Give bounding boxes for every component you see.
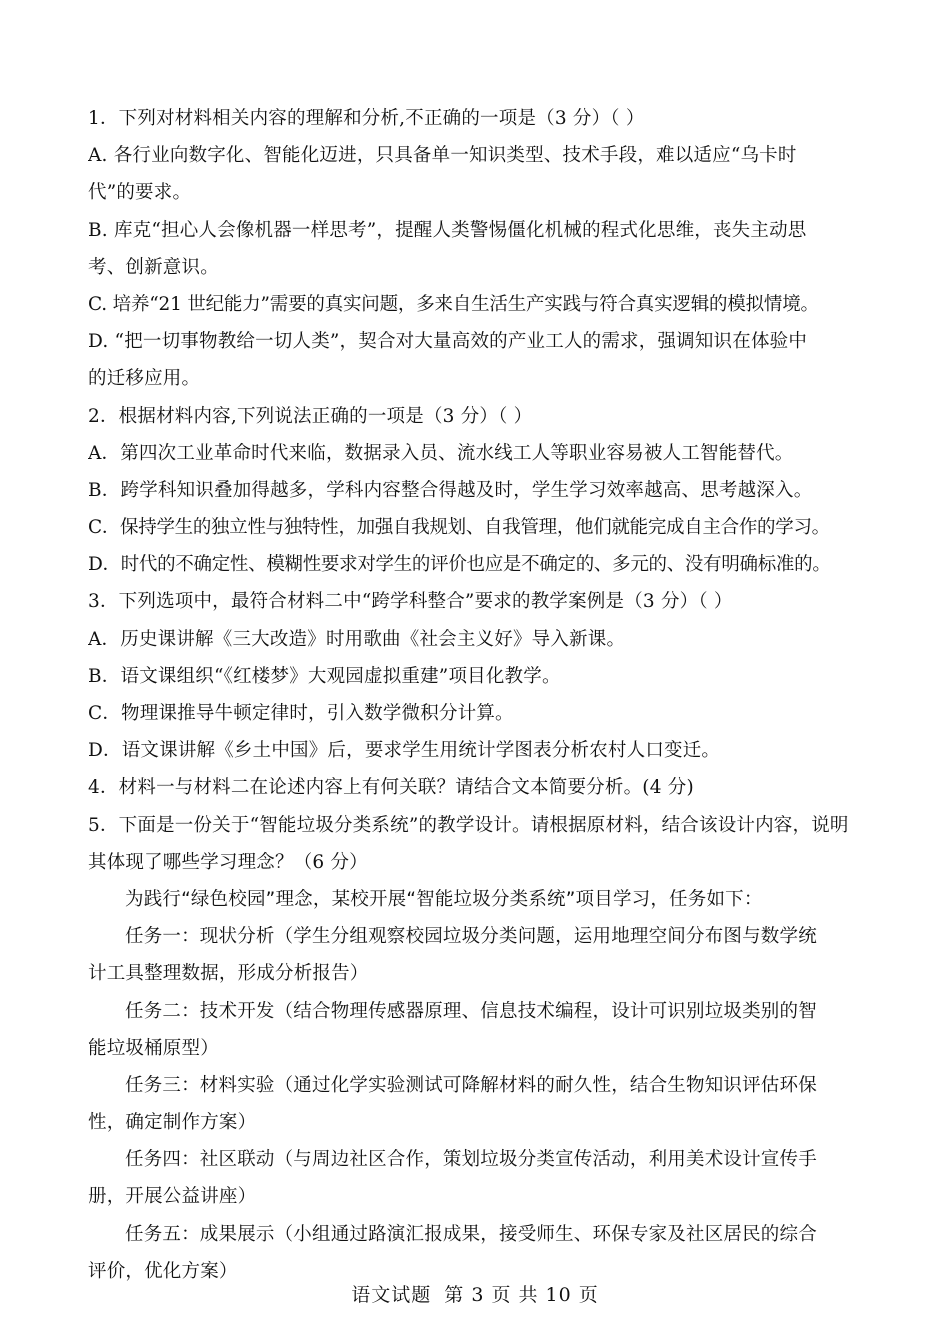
task-4-continued: 册，开展公益讲座） [88, 1186, 257, 1208]
question-2-stem: 2．根据材料内容,下列说法正确的一项是（3 分）（ ） [88, 405, 533, 427]
task-2-continued: 能垃圾桶原型） [88, 1037, 219, 1059]
task-1: 任务一：现状分析（学生分组观察校园垃圾分类问题，运用地理空间分布图与数学统 [125, 926, 817, 948]
question-3-option-c: C．物理课推导牛顿定律时，引入数学微积分计算。 [88, 703, 514, 724]
question-2-option-b: B．跨学科知识叠加得越多，学科内容整合得越及时，学生学习效率越高、思考越深入。 [88, 479, 813, 501]
task-5: 任务五：成果展示（小组通过路演汇报成果，接受师生、环保专家及社区居民的综合 [125, 1223, 817, 1245]
question-1-option-a: A. 各行业向数字化、智能化迈进，只具备单一知识类型、技术手段，难以适应“乌卡时 [88, 145, 797, 167]
task-2: 任务二：技术开发（结合物理传感器原理、信息技术编程，设计可识别垃圾类别的智 [125, 1000, 817, 1022]
page-footer [0, 1280, 950, 1310]
task-3: 任务三：材料实验（通过化学实验测试可降解材料的耐久性，结合生物知识评估环保 [125, 1074, 817, 1096]
question-1-option-b-continued: 考、创新意识。 [88, 256, 219, 278]
question-1-stem: 1．下列对材料相关内容的理解和分析,不正确的一项是（3 分）（ ） [88, 108, 645, 129]
task-1-continued: 计工具整理数据，形成分析报告） [88, 963, 369, 985]
question-5-stem-continued: 其体现了哪些学习理念？（6 分） [88, 851, 368, 873]
question-2-option-c: C．保持学生的独立性与独特性，加强自我规划、自我管理，他们就能完成自主合作的学习。 [88, 517, 830, 539]
question-3-option-a: A．历史课讲解《三大改造》时用歌曲《社会主义好》导入新课。 [88, 628, 626, 650]
question-1-option-d-continued: 的迁移应用。 [88, 368, 201, 390]
question-5-stem: 5．下面是一份关于“智能垃圾分类系统”的教学设计。请根据原材料，结合该设计内容，说明 [88, 814, 849, 836]
question-1-option-a-continued: 代”的要求。 [88, 182, 192, 204]
exam-content [88, 100, 868, 1290]
footer-subject: 语文试题 [351, 1284, 432, 1306]
question-1-option-d: D. “把一切事物教给一切人类”，契合对大量高效的产业工人的需求，强调知识在体验中 [88, 331, 808, 353]
task-5-continued: 评价，优化方案） [88, 1260, 238, 1282]
question-1-option-b: B. 库克“担心人会像机器一样思考”，提醒人类警惕僵化机械的程式化思维，丧失主动思 [88, 219, 807, 241]
teaching-design-intro: 为践行“绿色校园”理念，某校开展“智能垃圾分类系统”项目学习，任务如下： [125, 888, 763, 910]
task-4: 任务四：社区联动（与周边社区合作，策划垃圾分类宣传活动，利用美术设计宣传手 [125, 1149, 817, 1171]
question-3-option-b: B．语文课组织“《红楼梦》大观园虚拟重建”项目化教学。 [88, 665, 561, 687]
question-3-stem: 3．下列选项中，最符合材料二中“跨学科整合”要求的教学案例是（3 分）（ ） [88, 591, 733, 613]
footer-page-number: 第 3 页 共 10 页 [444, 1284, 599, 1306]
question-2-option-a: A．第四次工业革命时代来临，数据录入员、流水线工人等职业容易被人工智能替代。 [88, 442, 794, 464]
question-4-stem: 4．材料一与材料二在论述内容上有何关联？请结合文本简要分析。(4 分) [88, 777, 694, 799]
question-3-option-d: D．语文课讲解《乡土中国》后，要求学生用统计学图表分析农村人口变迁。 [88, 740, 721, 762]
question-2-option-d: D．时代的不确定性、模糊性要求对学生的评价也应是不确定的、多元的、没有明确标准的。 [88, 554, 831, 576]
question-1-option-c: C. 培养“21 世纪能力”需要的真实问题，多来自生活生产实践与符合真实逻辑的模拟情境。 [88, 293, 819, 315]
task-3-continued: 性，确定制作方案） [88, 1112, 257, 1134]
